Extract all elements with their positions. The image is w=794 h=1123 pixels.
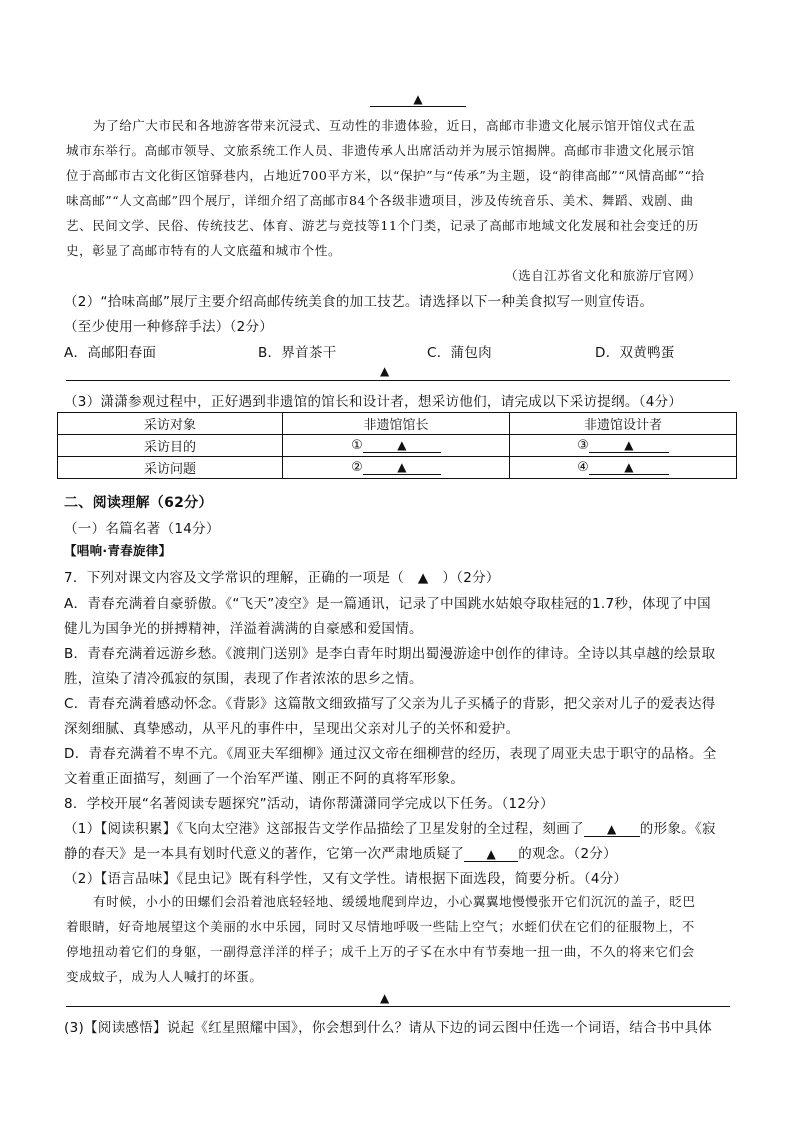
q8-part2-prompt: （2）【语言品味】《昆虫记》既有科学性，又有文学性。请根据下面选段，简要分析。（4分） bbox=[64, 871, 628, 887]
q2-option-b[interactable]: B．界首茶干 bbox=[258, 345, 337, 361]
answer-blank[interactable]: ▲ bbox=[363, 460, 441, 475]
q7-stem: 7．下列对课文内容及文学常识的理解，正确的一项是（ ▲ ）（2分） bbox=[64, 570, 500, 586]
q2-answer-marker[interactable]: ▲ bbox=[380, 364, 390, 378]
table-header-cell: 非遗馆馆长 bbox=[283, 413, 510, 435]
excerpt-line-2: 着眼睛，好奇地展望这个美丽的水中乐园，同时又尽情地呼吸一些陆上空气；水蛭们伏在它们的征服物上，不 bbox=[66, 919, 695, 934]
subsection-title: （一）名篇名著（14分） bbox=[64, 521, 220, 537]
answer-blank[interactable]: ▲ bbox=[589, 438, 669, 453]
table-row bbox=[58, 435, 737, 457]
q8-part1-line1 bbox=[64, 817, 716, 837]
q3-prompt: （3）潇潇参观过程中，正好遇到非遗馆的馆长和设计者，想采访他们，请完成以下采访提纲。（4分） bbox=[64, 394, 683, 410]
table-header-cell: 非遗馆设计者 bbox=[510, 413, 737, 435]
table-header-cell: 采访对象 bbox=[58, 413, 283, 435]
blank-number: ① bbox=[351, 438, 363, 453]
q8-part2-answer-marker[interactable]: ▲ bbox=[380, 991, 390, 1005]
passage-line-1: 为了给广大市民和各地游客带来沉浸式、互动性的非遗体验，近日，高邮市非遗文化展示馆开馆仪式在盂 bbox=[93, 118, 696, 133]
passage-line-3: 位于高邮市古文化街区馆驿巷内，占地近700平方米，以“保护”与“传承”为主题，设“韵律高邮”“风情高邮”“拾 bbox=[66, 168, 705, 183]
passage-line-4: 味高邮”“人文高邮”四个展厅，详细介绍了高邮市84个各级非遗项目，涉及传统音乐、美术、舞蹈、戏剧、曲 bbox=[66, 193, 694, 208]
q8-part1-text-d: 的观念。（2分） bbox=[518, 846, 617, 862]
q8-part1-text-b: 的形象。《寂 bbox=[639, 821, 716, 837]
q2-prompt-line1: （2）“拾味高邮”展厅主要介绍高邮传统美食的加工技艺。请选择以下一种美食拟写一则宣传语。 bbox=[64, 294, 654, 310]
answer-blank-top[interactable]: ▲ bbox=[370, 92, 466, 107]
row-label-questions: 采访问题 bbox=[58, 457, 283, 479]
q8-part3-prompt: (3)【阅读感悟】说起《红星照耀中国》，你会想到什么？请从下边的词云图中任选一个词语，结合书中具体 bbox=[64, 1020, 713, 1036]
row-label-purpose: 采访目的 bbox=[58, 435, 283, 457]
passage-line-5: 艺、民间文学、民俗、传统技艺、体育、游艺与竞技等11个门类，记录了高邮市地域文化发展和社会变迁的历 bbox=[66, 218, 699, 233]
q8-part2-answer-line[interactable] bbox=[66, 1006, 730, 1007]
answer-blank[interactable]: ▲ bbox=[584, 822, 640, 837]
q2-answer-line[interactable] bbox=[66, 380, 730, 381]
q7-option-d-line1[interactable]: D．青春充满着不卑不亢。《周亚夫军细柳》通过汉文帝在细柳营的经历，表现了周亚夫忠于职守的品格。全 bbox=[64, 746, 717, 762]
q8-part1-line2 bbox=[64, 842, 617, 862]
passage-line-2: 城市东举行。高邮市领导、文旅系统工作人员、非遗传承人出席活动并为展示馆揭牌。高邮市非遗文化展示馆 bbox=[66, 143, 695, 158]
passage-line-6: 史，彰显了高邮市特有的人文底蕴和城市个性。 bbox=[66, 243, 342, 258]
excerpt-line-1: 有时候，小小的田螺们会沿着池底轻轻地、缓缓地爬到岸边，小心翼翼地慢慢张开它们沉沉的盖子，眨巴 bbox=[93, 894, 696, 909]
blank-number: ③ bbox=[577, 438, 589, 453]
q7-option-c-line1[interactable]: C．青春充满着感动怀念。《背影》这篇散文细致描写了父亲为儿子买橘子的背影，把父亲对儿子的爱表达得 bbox=[64, 696, 716, 712]
theme-tag: 【唱响·青春旋律】 bbox=[64, 543, 172, 558]
q2-option-a[interactable]: A．高邮阳春面 bbox=[64, 345, 157, 361]
q7-option-c-line2[interactable]: 深刻细腻、真挚感动，从平凡的事件中，呈现出父亲对儿子的关怀和爱护。 bbox=[64, 721, 520, 737]
q7-option-a-line2[interactable]: 健儿为国争光的拼搏精神，洋溢着满满的自豪感和爱国情。 bbox=[64, 621, 423, 637]
q8-part1-text-a: （1）【阅读积累】《飞向太空港》这部报告文学作品描绘了卫星发射的全过程，刻画了 bbox=[64, 821, 584, 837]
q7-option-a-line1[interactable]: A．青春充满着自豪骄傲。《“飞天”凌空》是一篇通讯，记录了中国跳水姑娘夺取桂冠的1.7秒，体现了中国 bbox=[64, 596, 711, 612]
q7-option-b-line2[interactable]: 胜，渲染了清冷孤寂的氛围，表现了作者浓浓的思乡之情。 bbox=[64, 671, 423, 687]
blank-cell-4[interactable] bbox=[510, 457, 737, 479]
blank-cell-3[interactable] bbox=[510, 435, 737, 457]
answer-blank[interactable]: ▲ bbox=[363, 438, 441, 453]
q8-stem: 8．学校开展“名著阅读专题探究”活动，请你帮潇潇同学完成以下任务。（12分） bbox=[64, 796, 554, 812]
blank-cell-2[interactable] bbox=[283, 457, 510, 479]
excerpt-line-4: 变成蚊子，成为人人喊打的坏蛋。 bbox=[66, 969, 263, 984]
section-title: 二、阅读理解（62分） bbox=[64, 495, 213, 511]
q2-prompt-line2: （至少使用一种修辞手法）（2分） bbox=[64, 319, 274, 335]
q7-option-d-line2[interactable]: 文着重正面描写，刻画了一个治军严谨、刚正不阿的真将军形象。 bbox=[64, 771, 465, 787]
blank-number: ④ bbox=[577, 460, 589, 475]
q2-option-d[interactable]: D．双黄鸭蛋 bbox=[595, 345, 675, 361]
q8-part1-text-c: 静的春天》是一本具有划时代意义的著作，它第一次严肃地质疑了 bbox=[64, 846, 465, 862]
q2-option-c[interactable]: C．蒲包肉 bbox=[427, 345, 492, 361]
passage-source: （选自江苏省文化和旅游厅官网） bbox=[505, 268, 702, 283]
table-header-row bbox=[58, 413, 737, 435]
answer-blank[interactable]: ▲ bbox=[589, 460, 669, 475]
blank-cell-1[interactable] bbox=[283, 435, 510, 457]
interview-outline-table bbox=[57, 412, 737, 479]
table-row bbox=[58, 457, 737, 479]
q7-option-b-line1[interactable]: B．青春充满着远游乡愁。《渡荆门送别》是李白青年时期出蜀漫游途中创作的律诗。全诗以其卓越的绘景取 bbox=[64, 646, 716, 662]
blank-number: ② bbox=[351, 460, 363, 475]
excerpt-line-3: 停地扭动着它们的身躯，一副得意洋洋的样子；成千上万的孑孓在水中有节奏地一扭一曲，不久的将来它们会 bbox=[66, 944, 695, 959]
answer-blank[interactable]: ▲ bbox=[464, 847, 518, 862]
